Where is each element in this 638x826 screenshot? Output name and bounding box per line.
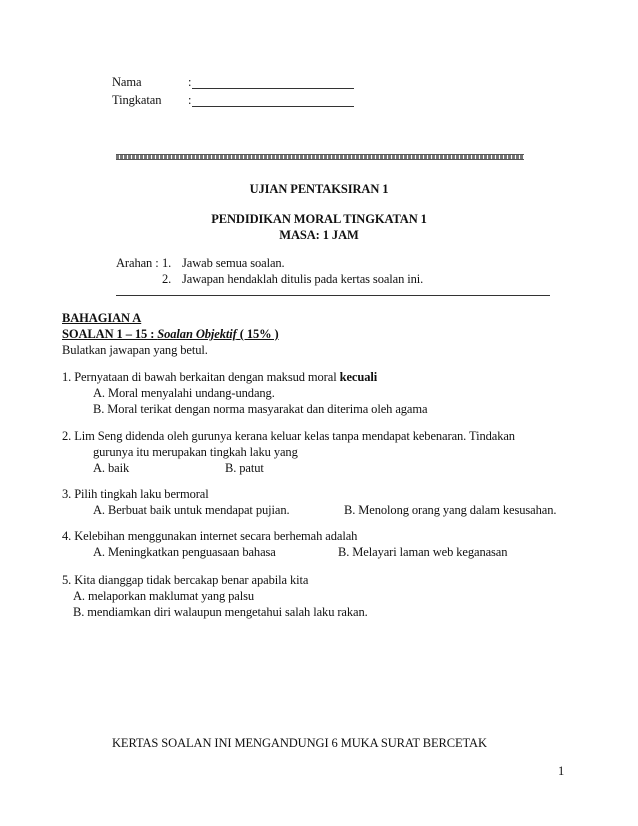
class-colon: : (188, 93, 192, 107)
question-5-stem: 5. Kita dianggap tidak bercakap benar apabila kita (62, 573, 309, 587)
section-title: BAHAGIAN A (62, 311, 142, 325)
subject-title: PENDIDIKAN MORAL TINGKATAN 1 (211, 212, 427, 226)
name-colon: : (188, 75, 192, 89)
question-1-option-b: B. Moral terikat dengan norma masyarakat dan diterima oleh agama (93, 402, 428, 416)
footer-note: KERTAS SOALAN INI MENGANDUNGI 6 MUKA SURAT BERCETAK (112, 736, 487, 750)
instruction-2-number: 2. (162, 272, 172, 286)
question-4-stem: 4. Kelebihan menggunakan internet secara berhemah adalah (62, 529, 358, 543)
question-4-option-a: A. Meningkatkan penguasaan bahasa (93, 545, 276, 559)
instruction-1-number: 1. (162, 256, 172, 270)
question-1-stem: 1. Pernyataan di bawah berkaitan dengan maksud moral kecuali (62, 370, 378, 384)
question-2-stem-line-2: gurunya itu merupakan tingkah laku yang (93, 445, 298, 459)
question-2-option-b: B. patut (225, 461, 264, 475)
exam-title: UJIAN PENTAKSIRAN 1 (249, 182, 389, 196)
question-1-option-a: A. Moral menyalahi undang-undang. (93, 386, 275, 400)
question-3-stem: 3. Pilih tingkah laku bermoral (62, 487, 209, 501)
question-5-option-b: B. mendiamkan diri walaupun mengetahui salah laku rakan. (73, 605, 368, 619)
instruction-1-text: Jawab semua soalan. (182, 256, 285, 270)
question-2-stem-line-1: 2. Lim Seng didenda oleh gurunya kerana keluar kelas tanpa mendapat kebenaran. Tindakan (62, 429, 515, 443)
question-3-option-a: A. Berbuat baik untuk mendapat pujian. (93, 503, 290, 517)
question-2-option-a: A. baik (93, 461, 130, 475)
class-blank-line (192, 106, 354, 107)
page-number: 1 (558, 764, 565, 778)
instructions-divider (116, 295, 550, 296)
name-blank-line (192, 88, 354, 89)
name-label: Nama (112, 75, 142, 89)
time-title: MASA: 1 JAM (279, 228, 359, 242)
question-3-option-b: B. Menolong orang yang dalam kesusahan. (344, 503, 557, 517)
question-4-option-b: B. Melayari laman web keganasan (338, 545, 508, 559)
question-5-option-a: A. melaporkan maklumat yang palsu (73, 589, 255, 603)
section-instruction: Bulatkan jawapan yang betul. (62, 343, 208, 357)
class-label: Tingkatan (112, 93, 162, 107)
section-subtitle: SOALAN 1 – 15 : Soalan Objektif ( 15% ) (62, 327, 279, 341)
instruction-2-text: Jawapan hendaklah ditulis pada kertas soalan ini. (182, 272, 424, 286)
instructions-label: Arahan : (116, 256, 159, 270)
double-separator (116, 154, 524, 160)
